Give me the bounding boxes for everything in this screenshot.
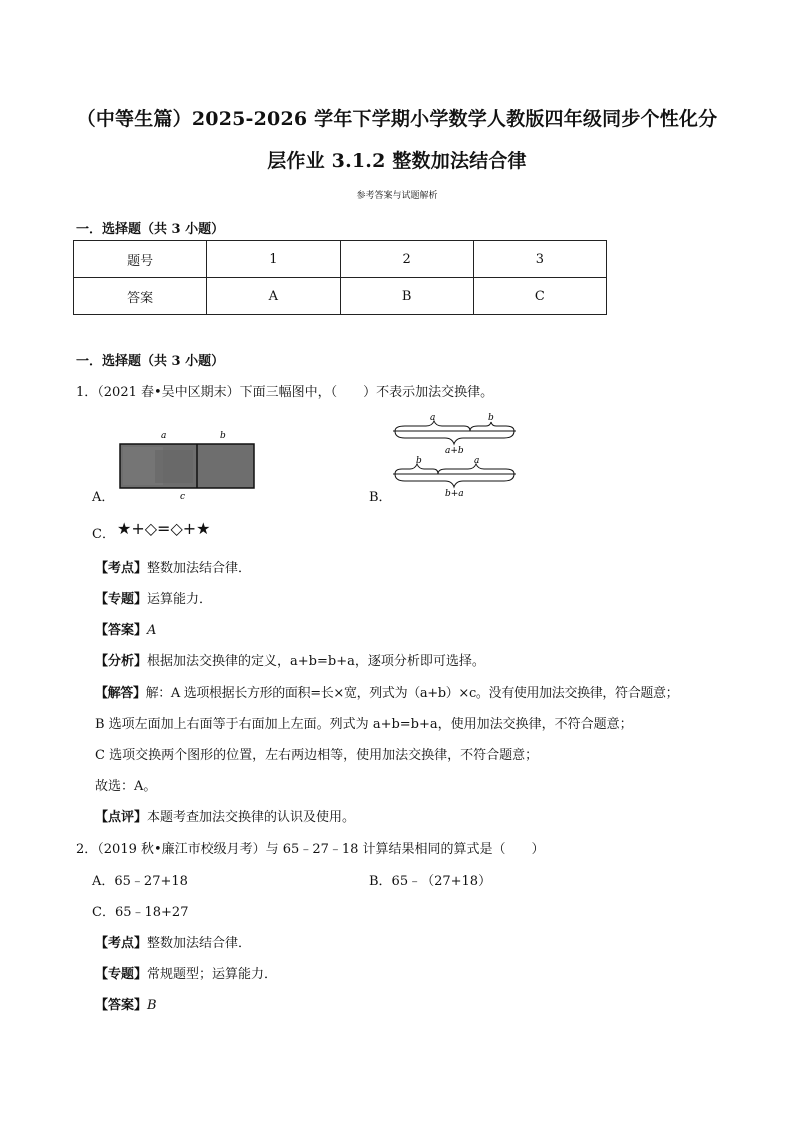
daan-tag: 【答案】 xyxy=(95,998,148,1013)
q1-dianping xyxy=(95,806,355,825)
fig-a-label-b: b xyxy=(220,431,226,441)
q1-option-c-label: C． xyxy=(92,527,115,542)
dianping-text: 本题考查加法交换律的认识及使用。 xyxy=(147,810,356,825)
table-cell: B xyxy=(340,278,473,315)
table-cell: 3 xyxy=(473,241,606,278)
fig-a-label-a: a xyxy=(161,431,167,441)
q1-option-c-formula: ★+◇=◇+★ xyxy=(117,519,211,538)
kaodian-text: 整数加法结合律． xyxy=(147,936,252,951)
zhuanti-text: 常规题型；运算能力． xyxy=(147,967,278,982)
q1-jieda-line3: C 选项交换两个图形的位置，左右两边相等，使用加法交换律，不符合题意； xyxy=(95,748,539,763)
section-heading-answers: 一．选择题（共 3 小题） xyxy=(76,222,225,237)
q1-stem: 1．（2021 春•吴中区期末）下面三幅图中，（ ）不表示加法交换律。 xyxy=(76,385,494,400)
daan-tag: 【答案】 xyxy=(95,623,148,638)
q1-option-a: A． xyxy=(92,490,115,505)
fig-b-label-sum2: b+a xyxy=(445,489,464,499)
page-title-line1: （中等生篇）2025-2026 学年下学期小学数学人教版四年级同步个性化分 xyxy=(76,108,718,130)
q2-zhuanti xyxy=(95,963,277,982)
section-heading-questions: 一．选择题（共 3 小题） xyxy=(76,354,225,369)
kaodian-tag: 【考点】 xyxy=(95,936,148,951)
table-row xyxy=(74,278,607,315)
jieda-text-1: 解：A 选项根据长方形的面积=长×宽，列式为（a+b）×c。没有使用加法交换律，符合题意； xyxy=(145,686,679,701)
fig-b-label-b1: b xyxy=(488,413,494,423)
table-cell: 题号 xyxy=(74,241,207,278)
q1-figure-b xyxy=(390,408,520,500)
page-subtitle: 参考答案与试题解析 xyxy=(356,191,438,201)
jieda-tag: 【解答】 xyxy=(95,686,146,701)
page-title-line2: 层作业 3.1.2 整数加法结合律 xyxy=(267,150,527,172)
table-cell: C xyxy=(473,278,606,315)
answer-table xyxy=(73,240,607,315)
daan-text: A xyxy=(147,623,157,638)
fig-b-label-b2: b xyxy=(416,456,422,466)
q1-jieda-line2: B 选项左面加上右面等于右面加上左面。列式为 a+b=b+a，使用加法交换律，不符合题意； xyxy=(95,717,633,732)
zhuanti-tag: 【专题】 xyxy=(95,592,148,607)
q1-daan xyxy=(95,619,156,638)
fenxi-text: 根据加法交换律的定义，a+b=b+a，逐项分析即可选择。 xyxy=(147,654,485,669)
table-cell: 2 xyxy=(340,241,473,278)
q2-kaodian xyxy=(95,932,251,951)
q1-kaodian xyxy=(95,557,251,576)
q1-option-b: B． xyxy=(369,490,392,505)
kaodian-text: 整数加法结合律． xyxy=(147,561,252,576)
dianping-tag: 【点评】 xyxy=(95,810,148,825)
fenxi-tag: 【分析】 xyxy=(95,654,148,669)
q2-daan xyxy=(95,994,157,1013)
fig-b-label-a1: a xyxy=(430,413,436,423)
zhuanti-tag: 【专题】 xyxy=(95,967,148,982)
q1-figure-a xyxy=(115,428,255,503)
table-cell: 1 xyxy=(207,241,340,278)
fig-b-label-a2: a xyxy=(474,456,480,466)
fig-a-label-c: c xyxy=(180,492,186,502)
daan-text: B xyxy=(147,998,157,1013)
q2-option-a: A．65﹣27+18 xyxy=(92,874,188,889)
fig-b-label-sum1: a+b xyxy=(445,446,464,456)
q1-zhuanti xyxy=(95,588,212,607)
q2-stem: 2．（2019 秋•廉江市校级月考）与 65﹣27﹣18 计算结果相同的算式是（ ） xyxy=(76,842,545,857)
zhuanti-text: 运算能力． xyxy=(147,592,213,607)
table-cell: 答案 xyxy=(74,278,207,315)
table-cell: A xyxy=(207,278,340,315)
kaodian-tag: 【考点】 xyxy=(95,561,148,576)
q1-jieda xyxy=(95,682,678,701)
q2-option-b: B．65﹣（27+18） xyxy=(369,874,492,889)
q1-fenxi xyxy=(95,650,485,669)
table-row xyxy=(74,241,607,278)
q2-option-c: C．65﹣18+27 xyxy=(92,905,189,920)
q1-guxuan: 故选：A。 xyxy=(95,779,157,794)
